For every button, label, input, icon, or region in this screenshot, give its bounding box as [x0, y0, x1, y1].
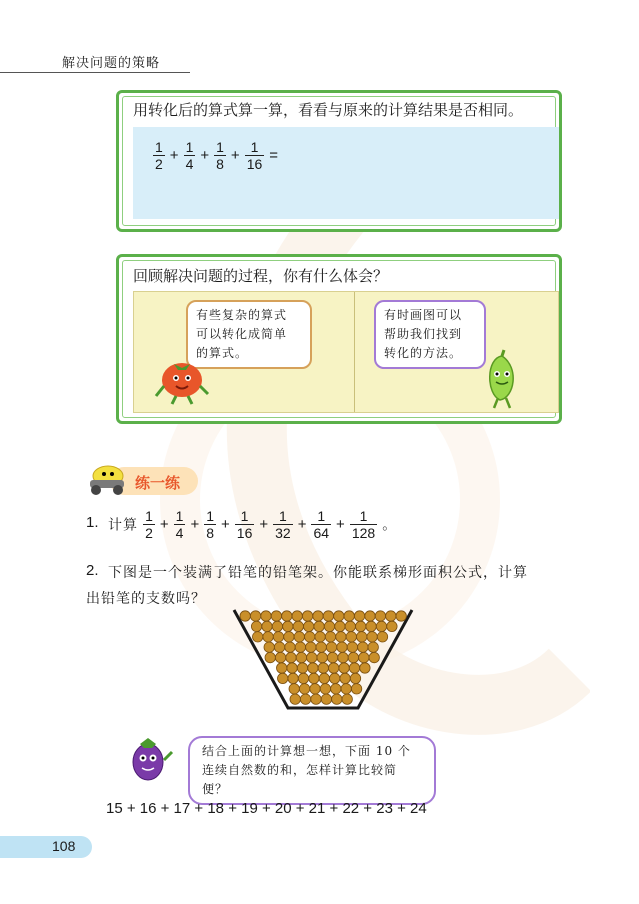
pencil-end	[340, 673, 350, 683]
pencil-end	[377, 632, 387, 642]
pencil-end	[350, 673, 360, 683]
pencil-end	[345, 621, 355, 631]
pencil-end	[278, 673, 288, 683]
plus-sign: +	[169, 147, 179, 164]
pencil-end	[302, 611, 312, 621]
fraction-numerator: 1	[240, 508, 249, 524]
reflection-box	[116, 254, 562, 424]
page-number: 108	[52, 838, 76, 854]
practice-title: 练一练	[135, 474, 181, 492]
fraction-numerator: 1	[206, 508, 215, 524]
pencil-end	[253, 632, 263, 642]
fraction	[204, 508, 216, 541]
pencil-end	[293, 621, 303, 631]
plus-sign: +	[230, 147, 240, 164]
pencil-end	[369, 652, 379, 662]
fraction-expression	[153, 139, 283, 172]
pencil-end	[283, 621, 293, 631]
pencil-end	[348, 652, 358, 662]
pencil-end	[314, 621, 324, 631]
pencil-end	[356, 621, 366, 631]
pencil-end	[365, 611, 375, 621]
bubble-bottom-line-2: 连续自然数的和，怎样计算比较简便？	[202, 763, 398, 796]
pencil-end	[336, 632, 346, 642]
fraction	[235, 508, 255, 541]
pencil-end	[387, 621, 397, 631]
pencil-end	[329, 663, 339, 673]
pencil-end	[338, 652, 348, 662]
pencil-end	[320, 684, 330, 694]
pencil-end	[277, 663, 287, 673]
pencil-end	[308, 663, 318, 673]
pencil-end	[294, 632, 304, 642]
question-1	[108, 508, 396, 541]
pencil-end	[300, 694, 310, 704]
pencil-end	[357, 632, 367, 642]
plus-sign: +	[200, 147, 210, 164]
pencil-end	[263, 632, 273, 642]
fraction	[153, 139, 165, 172]
equals-sign: =	[269, 147, 279, 164]
question-1-prefix: 计算	[108, 517, 138, 534]
fraction-denominator: 8	[216, 156, 224, 172]
pencil-end	[250, 611, 260, 621]
pencil-end	[317, 652, 327, 662]
fraction	[214, 139, 226, 172]
running-header	[0, 52, 190, 74]
pencil-end	[342, 694, 352, 704]
pencil-end	[334, 611, 344, 621]
pencil-end	[306, 642, 316, 652]
pencil-end	[307, 652, 317, 662]
fraction-numerator: 1	[359, 508, 368, 524]
pencil-end	[354, 611, 364, 621]
fraction-denominator: 16	[246, 156, 263, 172]
pencil-end	[315, 632, 325, 642]
bubble-left-line-1: 有些复杂的算式	[196, 308, 288, 322]
pencil-end	[358, 642, 368, 652]
pencil-end	[309, 673, 319, 683]
pencil-end	[325, 632, 335, 642]
pencil-end	[265, 652, 275, 662]
pencil-end	[286, 652, 296, 662]
pencil-end	[335, 621, 345, 631]
pencil-end	[262, 621, 272, 631]
bubble-left-line-2: 可以转化成简单	[196, 327, 288, 341]
pencil-end	[319, 673, 329, 683]
pencil-end	[321, 694, 331, 704]
bubble-right-line-1: 有时画图可以	[384, 308, 463, 322]
pencil-end	[344, 611, 354, 621]
pencil-end	[287, 663, 297, 673]
header-rule	[0, 72, 190, 73]
consecutive-sum-expression: 15 + 16 + 17 + 18 + 19 + 20 + 21 + 22 + 23 + 24	[106, 800, 427, 817]
fraction-numerator: 1	[216, 139, 224, 155]
pencil-end	[367, 632, 377, 642]
speech-bubble-right	[374, 300, 486, 369]
pencil-end	[261, 611, 271, 621]
plus-sign: +	[259, 516, 269, 533]
exercise-box-calculate	[116, 90, 562, 232]
pencil-end	[272, 621, 282, 631]
question-2-number: 2.	[86, 562, 99, 579]
pencil-end	[299, 684, 309, 694]
pencil-end	[313, 611, 323, 621]
pencil-end	[366, 621, 376, 631]
pencil-end	[297, 663, 307, 673]
fraction	[184, 139, 196, 172]
pencil-end	[396, 611, 406, 621]
pencil-end	[331, 684, 341, 694]
green-pepper-character-icon	[480, 348, 524, 410]
fraction	[245, 139, 265, 172]
pencil-end	[289, 684, 299, 694]
pencil-rack-illustration	[230, 608, 416, 712]
fraction-numerator: 1	[317, 508, 326, 524]
bubble-right-line-2: 帮助我们找到	[384, 327, 463, 341]
pencil-end	[310, 684, 320, 694]
pencil-end	[284, 632, 294, 642]
tomato-character-icon	[152, 356, 212, 406]
plus-sign: +	[190, 516, 200, 533]
pencil-end	[360, 663, 370, 673]
pencil-end	[376, 621, 386, 631]
pencil-end	[368, 642, 378, 652]
fraction-denominator: 128	[351, 525, 376, 541]
pencil-end	[323, 611, 333, 621]
pencil-end	[318, 663, 328, 673]
pencil-end	[327, 652, 337, 662]
fraction-denominator: 8	[206, 525, 215, 541]
pencil-end	[251, 621, 261, 631]
fraction-denominator: 16	[236, 525, 253, 541]
pencil-end	[332, 694, 342, 704]
pencil-end	[298, 673, 308, 683]
fraction-denominator: 64	[313, 525, 330, 541]
pencil-end	[351, 684, 361, 694]
pencil-ends	[240, 611, 406, 705]
pencil-end	[359, 652, 369, 662]
pencil-end	[273, 632, 283, 642]
fraction-numerator: 1	[279, 508, 287, 524]
header-title: 解决问题的策略	[62, 56, 161, 71]
fraction	[273, 508, 293, 541]
pencil-end	[324, 621, 334, 631]
pencil-end	[240, 611, 250, 621]
pencil-end	[285, 642, 295, 652]
pencil-end	[341, 684, 351, 694]
question-1-number: 1.	[86, 514, 99, 531]
fraction-denominator: 2	[155, 156, 163, 172]
answer-area	[133, 127, 559, 219]
plus-sign: +	[336, 516, 345, 533]
pencil-end	[339, 663, 349, 673]
question-1-expression	[143, 508, 377, 541]
fraction-numerator: 1	[185, 139, 194, 155]
pencil-end	[337, 642, 347, 652]
question-2-line-2: 出铅笔的支数吗？	[86, 591, 206, 607]
pencil-end	[304, 621, 314, 631]
fraction	[311, 508, 331, 541]
eggplant-character-icon	[124, 732, 174, 784]
pencil-end	[288, 673, 298, 683]
bubble-left-line-3: 的算式。	[196, 346, 249, 360]
plus-sign: +	[221, 516, 230, 533]
panel-divider	[354, 292, 355, 412]
question-2-line-1: 下图是一个装满了铅笔的铅笔架。你能联系梯形面积公式，计算	[108, 565, 528, 581]
dialog-panel	[133, 291, 559, 413]
page-number-tab	[0, 836, 92, 858]
plus-sign: +	[159, 516, 169, 533]
lemon-car-icon	[84, 462, 128, 496]
fraction	[350, 508, 377, 541]
pencil-end	[292, 611, 302, 621]
pencil-end	[295, 642, 305, 652]
pencil-end	[290, 694, 300, 704]
fraction-denominator: 4	[185, 156, 194, 172]
fraction	[174, 508, 186, 541]
box2-title: 回顾解决问题的过程，你有什么体会？	[133, 267, 389, 285]
pencil-end	[326, 642, 336, 652]
fraction-denominator: 2	[145, 525, 153, 541]
pencil-end	[274, 642, 284, 652]
pencil-end	[375, 611, 385, 621]
plus-sign: +	[297, 516, 307, 533]
pencil-end	[346, 632, 356, 642]
fraction-numerator: 1	[250, 139, 259, 155]
fraction	[143, 508, 155, 541]
pencil-end	[386, 611, 396, 621]
pencil-end	[271, 611, 281, 621]
box1-title: 用转化后的算式算一算，看看与原来的计算结果是否相同。	[133, 101, 524, 119]
pencil-end	[275, 652, 285, 662]
bubble-right-line-3: 转化的方法。	[384, 346, 463, 360]
pencil-end	[316, 642, 326, 652]
pencil-end	[311, 694, 321, 704]
pencil-end	[330, 673, 340, 683]
pencil-end	[349, 663, 359, 673]
speech-bubble-bottom	[188, 736, 436, 805]
pencil-end	[282, 611, 292, 621]
fraction-numerator: 1	[145, 508, 153, 524]
pencil-end	[347, 642, 357, 652]
fraction-denominator: 32	[275, 525, 291, 541]
fraction-numerator: 1	[175, 508, 184, 524]
bubble-bottom-line-1: 结合上面的计算想一想，下面 10 个	[202, 744, 411, 758]
question-1-end: 。	[382, 517, 397, 534]
pencil-end	[305, 632, 315, 642]
pencil-end	[296, 652, 306, 662]
fraction-denominator: 4	[175, 525, 184, 541]
pencil-end	[264, 642, 274, 652]
fraction-numerator: 1	[155, 139, 163, 155]
